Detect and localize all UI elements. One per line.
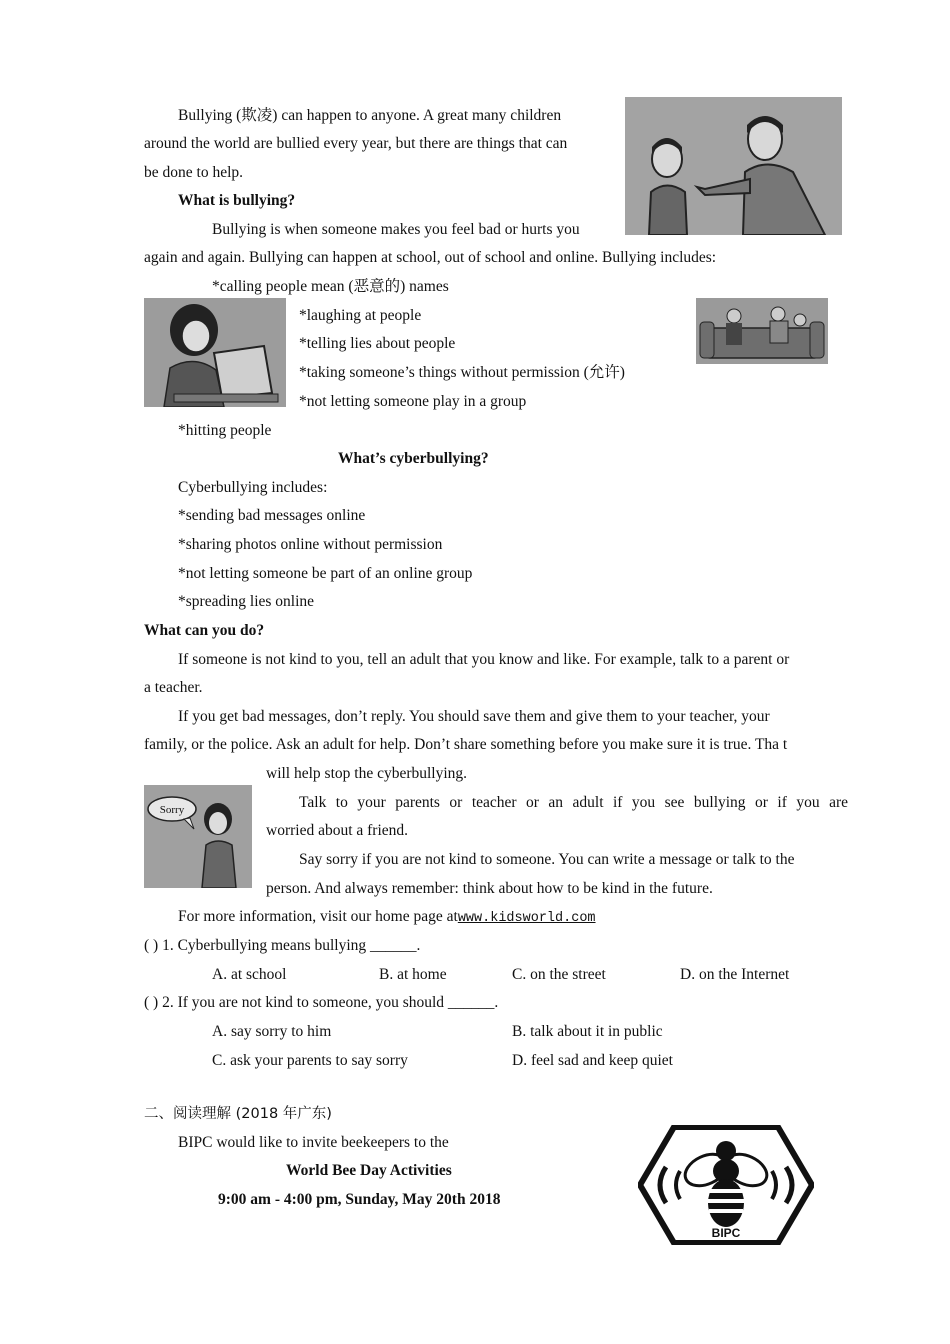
sorry-girl-photo bbox=[144, 785, 252, 888]
advice-2-line-3: will help stop the cyberbullying. bbox=[266, 765, 468, 782]
question-1-option-b: B. at home bbox=[379, 966, 447, 983]
advice-2-line-2: family, or the police. Ask an adult for help. Don’t share something before you make sure it is true. Tha t bbox=[144, 736, 788, 753]
bullying-list-item: *calling people mean (恶意的) names bbox=[212, 278, 449, 295]
advice-1-line-1: If someone is not kind to you, tell an adult that you know and like. For example, talk to a parent or bbox=[178, 651, 790, 668]
bipc-logo-text: BIPC bbox=[711, 1226, 741, 1240]
bullying-pointing-photo bbox=[625, 97, 842, 235]
definition-line-2: again and again. Bullying can happen at school, out of school and online. Bullying includes: bbox=[144, 249, 717, 266]
event-title: World Bee Day Activities bbox=[286, 1162, 452, 1179]
girl-laptop-photo bbox=[144, 298, 286, 407]
advice-1-line-2: a teacher. bbox=[144, 679, 203, 696]
definition-line-1: Bullying is when someone makes you feel bad or hurts you bbox=[212, 221, 580, 238]
advice-3-line-1: Talk to your parents or teacher or an adult if you see bullying or if you are bbox=[299, 794, 848, 811]
advice-4-line-2: person. And always remember: think about how to be kind in the future. bbox=[266, 880, 713, 897]
bipc-bee-logo bbox=[638, 1125, 814, 1245]
intro-line-3: be done to help. bbox=[144, 164, 244, 181]
cyberbullying-list-item: *sending bad messages online bbox=[178, 507, 366, 524]
cyberbullying-intro: Cyberbullying includes: bbox=[178, 479, 328, 496]
advice-3-line-2: worried about a friend. bbox=[266, 822, 409, 839]
section-2-heading: 二、阅读理解 (2018 年广东) bbox=[144, 1106, 332, 1122]
question-2-stem: ( ) 2. If you are not kind to someone, you should ______. bbox=[144, 994, 499, 1011]
bullying-list-item: *not letting someone play in a group bbox=[299, 393, 527, 410]
cyberbullying-list-item: *spreading lies online bbox=[178, 593, 315, 610]
heading-what-can-you-do: What can you do? bbox=[144, 622, 265, 639]
bullying-list-item: *laughing at people bbox=[299, 307, 422, 324]
home-page-link[interactable]: www.kidsworld.com bbox=[457, 911, 596, 926]
heading-what-is-bullying: What is bullying? bbox=[178, 192, 296, 209]
couch-photo bbox=[696, 298, 828, 364]
invite-line: BIPC would like to invite beekeepers to the bbox=[178, 1134, 449, 1151]
bullying-list-item: *hitting people bbox=[178, 422, 272, 439]
question-2-option-d: D. feel sad and keep quiet bbox=[512, 1052, 673, 1069]
question-2-option-c: C. ask your parents to say sorry bbox=[212, 1052, 408, 1069]
cyberbullying-list-item: *not letting someone be part of an online group bbox=[178, 565, 473, 582]
sorry-bubble-text: Sorry bbox=[159, 804, 185, 816]
more-info-text: For more information, visit our home page at bbox=[178, 908, 458, 925]
intro-line-1: Bullying (欺凌) can happen to anyone. A great many children bbox=[178, 107, 562, 124]
heading-cyberbullying: What’s cyberbullying? bbox=[338, 450, 489, 467]
cyberbullying-list-item: *sharing photos online without permission bbox=[178, 536, 443, 553]
event-time: 9:00 am - 4:00 pm, Sunday, May 20th 2018 bbox=[218, 1191, 501, 1208]
question-2-option-a: A. say sorry to him bbox=[212, 1023, 332, 1040]
intro-line-2: around the world are bullied every year, but there are things that can bbox=[144, 135, 568, 152]
question-1-stem: ( ) 1. Cyberbullying means bullying ______. bbox=[144, 937, 421, 954]
question-1-option-a: A. at school bbox=[212, 966, 287, 983]
more-info-line bbox=[178, 907, 596, 929]
question-1-option-d: D. on the Internet bbox=[680, 966, 790, 983]
advice-2-line-1: If you get bad messages, don’t reply. You should save them and give them to your teacher, your bbox=[178, 708, 770, 725]
question-2-option-b: B. talk about it in public bbox=[512, 1023, 663, 1040]
bullying-list-item: *taking someone’s things without permission (允许) bbox=[299, 364, 625, 381]
advice-4-line-1: Say sorry if you are not kind to someone. You can write a message or talk to the bbox=[299, 851, 795, 868]
bullying-list-item: *telling lies about people bbox=[299, 335, 456, 352]
question-1-option-c: C. on the street bbox=[512, 966, 606, 983]
